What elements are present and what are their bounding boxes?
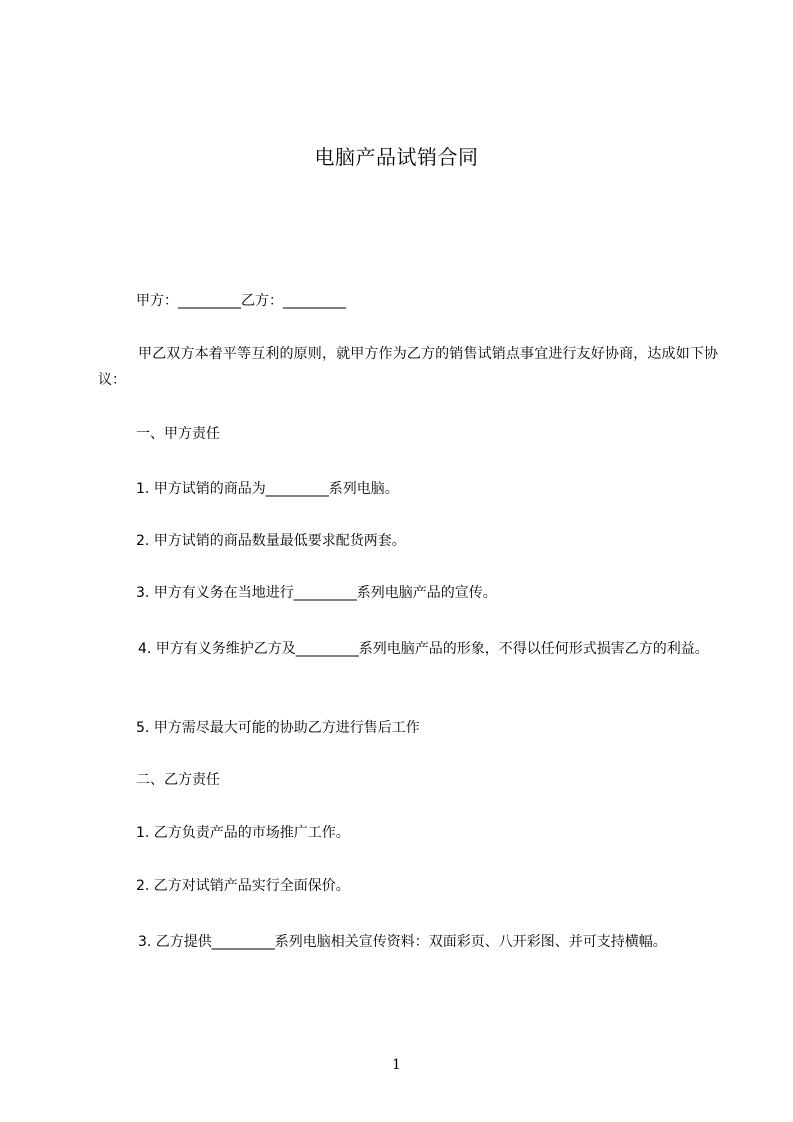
section-b-heading: 二、乙方责任 (136, 772, 220, 788)
page-number: 1 (392, 1057, 401, 1073)
section-a-item-5: 5. 甲方需尽最大可能的协助乙方进行售后工作 (136, 720, 420, 736)
section-a-item-2: 2. 甲方试销的商品数量最低要求配货两套。 (136, 533, 406, 549)
section-b-item-3: 3. 乙方提供_________系列电脑相关宣传资料：双面彩页、八开彩图、并可支持横幅。 (138, 934, 667, 950)
section-b-item-1: 1. 乙方负责产品的市场推广工作。 (136, 825, 350, 841)
section-b-item-2: 2. 乙方对试销产品实行全面保价。 (136, 878, 350, 894)
section-a-item-1: 1. 甲方试销的商品为_________系列电脑。 (136, 481, 399, 497)
section-a-item-4: 4. 甲方有义务维护乙方及_________系列电脑产品的形象，不得以任何形式损害乙方的利益。 (138, 641, 709, 657)
section-a-heading: 一、甲方责任 (136, 426, 220, 442)
parties-line: 甲方：_________乙方：_________ (136, 293, 346, 309)
intro-paragraph: 甲乙双方本着平等互利的原则，就甲方作为乙方的销售试销点事宜进行友好协商，达成如下协议： (98, 346, 718, 388)
document-title: 电脑产品试销合同 (314, 145, 479, 169)
section-a-item-3: 3. 甲方有义务在当地进行_________系列电脑产品的宣传。 (136, 585, 497, 601)
